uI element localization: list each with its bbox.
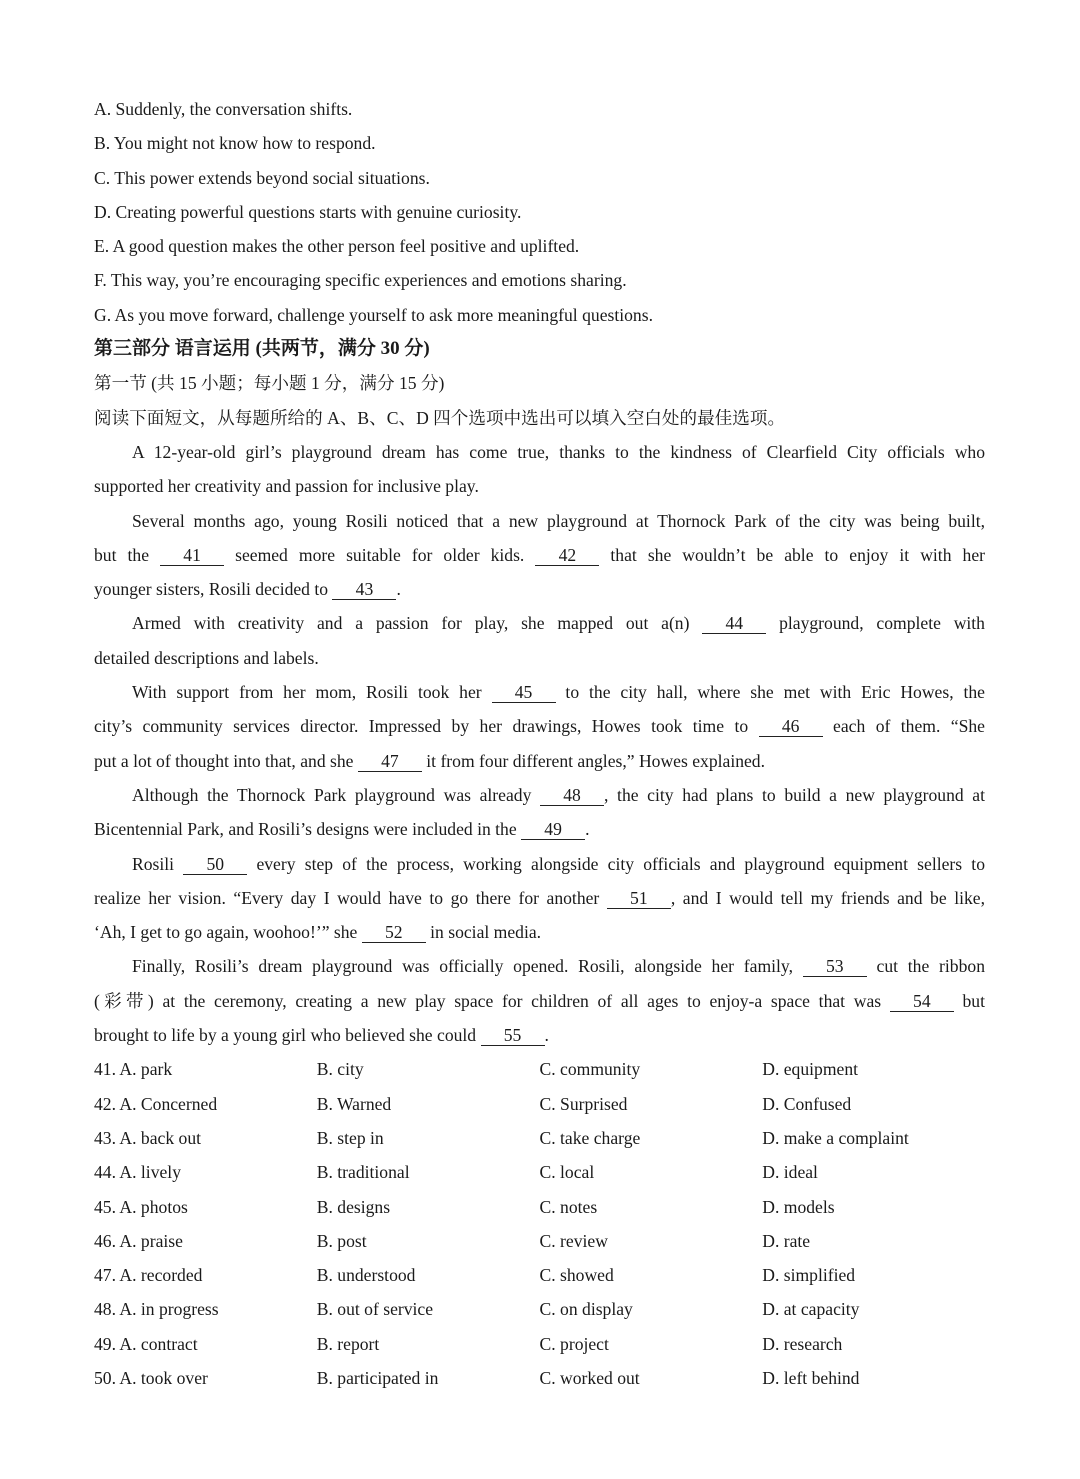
answer-option[interactable]: D. ideal [762, 1162, 818, 1183]
blank-43: 43 [332, 579, 396, 600]
paragraph-line [94, 538, 985, 572]
blank-54: 54 [890, 991, 954, 1012]
exam-page [94, 92, 985, 1395]
answer-option[interactable]: C. showed [539, 1265, 614, 1286]
question-row [94, 1087, 985, 1121]
text-segment: seemed more suitable for older kids. [224, 544, 536, 565]
paragraph-line [94, 435, 985, 469]
text-segment: detailed descriptions and labels. [94, 647, 319, 668]
blank-42: 42 [535, 545, 599, 566]
text-segment: . [544, 1025, 549, 1046]
sentence-option: C. This power extends beyond social situations. [94, 167, 430, 188]
blank-52: 52 [362, 922, 426, 943]
text-segment: it from four different angles,” Howes explained. [421, 750, 766, 771]
question-row [94, 1052, 985, 1086]
blank-53: 53 [803, 956, 867, 977]
answer-option[interactable]: B. out of service [316, 1299, 434, 1320]
sentence-option: G. As you move forward, challenge yourself to ask more meaningful questions. [94, 304, 653, 325]
section-heading: 第一节 (共 15 小题；每小题 1 分，满分 15 分) [94, 373, 445, 394]
sentence-option: B. You might not know how to respond. [94, 133, 376, 154]
answer-option[interactable]: D. equipment [762, 1059, 859, 1080]
text-segment: brought to life by a young girl who believed she could [94, 1025, 481, 1046]
blank-44: 44 [702, 613, 766, 634]
paragraph-line [94, 606, 985, 640]
text-segment: put a lot of thought into that, and she [94, 750, 358, 771]
answer-option[interactable]: C. take charge [539, 1127, 641, 1148]
question-row [94, 1155, 985, 1189]
paragraph-line [94, 915, 985, 949]
blank-46: 46 [759, 716, 823, 737]
answer-option[interactable]: 44. A. lively [94, 1162, 181, 1183]
paragraph [94, 606, 985, 675]
blank-51: 51 [607, 888, 671, 909]
answer-option[interactable]: C. worked out [539, 1367, 640, 1388]
paragraph [94, 435, 985, 504]
blank-41: 41 [160, 545, 224, 566]
text-segment: Although the Thornock Park playground was already [132, 784, 541, 805]
answer-option[interactable]: 46. A. praise [94, 1230, 183, 1251]
answer-option[interactable]: 42. A. Concerned [94, 1093, 218, 1114]
text-segment: each of them. “She [822, 716, 985, 737]
answer-option[interactable]: 45. A. photos [94, 1196, 188, 1217]
part-heading: 第三部分 语言运用 (共两节，满分 30 分) [94, 338, 430, 360]
answer-option[interactable]: B. participated in [316, 1367, 439, 1388]
paragraph-line [94, 1018, 985, 1052]
answer-option[interactable]: C. project [539, 1333, 609, 1354]
answer-option[interactable]: B. post [316, 1230, 367, 1251]
paragraph-line [94, 504, 985, 538]
text-segment: With support from her mom, Rosili took her [132, 682, 492, 703]
answer-option[interactable]: 43. A. back out [94, 1127, 202, 1148]
text-segment: city’s community services director. Impressed by her drawings, Howes took time to [94, 716, 759, 737]
text-segment: , the city had plans to build a new playground at [604, 784, 985, 805]
text-segment: Bicentennial Park, and Rosili’s designs were included in the [94, 819, 522, 840]
text-segment: Finally, Rosili’s dream playground was officially opened. Rosili, alongside her family, [132, 956, 803, 977]
answer-option[interactable]: B. report [316, 1333, 380, 1354]
blank-55: 55 [481, 1025, 545, 1046]
answer-option[interactable]: B. Warned [316, 1093, 392, 1114]
text-segment: that she wouldn’t be able to enjoy it with her [599, 544, 985, 565]
text-segment: Rosili [132, 853, 184, 874]
text-segment: (彩带) at the ceremony, creating a new play space for children of all ages to enjoy-a space that was [94, 990, 890, 1011]
text-segment: playground, complete with [766, 613, 985, 634]
text-segment: but [953, 990, 985, 1011]
answer-option[interactable]: C. local [539, 1162, 595, 1183]
text-segment: supported her creativity and passion for inclusive play. [94, 476, 479, 497]
question-row [94, 1190, 985, 1224]
blank-47: 47 [358, 751, 422, 772]
answer-option[interactable]: B. traditional [316, 1162, 410, 1183]
blank-45: 45 [492, 682, 556, 703]
blank-48: 48 [540, 785, 604, 806]
paragraph-line [94, 847, 985, 881]
paragraph [94, 949, 985, 1052]
instructions: 阅读下面短文，从每题所给的 A、B、C、D 四个选项中选出可以填入空白处的最佳选项。 [94, 407, 786, 428]
text-segment: ‘Ah, I get to go again, woohoo!’” she [94, 922, 362, 943]
text-segment: every step of the process, working alongside city officials and playground equipment sellers to [247, 853, 985, 874]
answer-option[interactable]: D. Confused [762, 1093, 852, 1114]
paragraph-line [94, 812, 985, 846]
text-segment: Several months ago, young Rosili noticed that a new playground at Thornock Park of the city was being built, [132, 510, 985, 531]
text-segment: younger sisters, Rosili decided to [94, 579, 333, 600]
paragraph [94, 675, 985, 778]
answer-option[interactable]: 50. A. took over [94, 1367, 208, 1388]
answer-option[interactable]: 41. A. park [94, 1059, 173, 1080]
paragraph [94, 504, 985, 607]
answer-option[interactable]: D. left behind [762, 1367, 860, 1388]
answer-option[interactable]: B. city [316, 1059, 364, 1080]
answer-option[interactable]: D. models [762, 1196, 835, 1217]
sentence-option: E. A good question makes the other person feel positive and uplifted. [94, 236, 580, 257]
sentence-option: A. Suddenly, the conversation shifts. [94, 99, 353, 119]
question-row [94, 1258, 985, 1292]
question-row [94, 1121, 985, 1155]
text-segment: . [396, 579, 401, 600]
text-segment: cut the ribbon [866, 956, 985, 977]
paragraph-line [94, 572, 985, 606]
text-segment: . [585, 819, 590, 840]
blank-50: 50 [183, 854, 247, 875]
answer-option[interactable]: D. rate [762, 1230, 811, 1251]
answer-option[interactable]: C. community [539, 1059, 641, 1080]
paragraph [94, 778, 985, 847]
answer-option[interactable]: B. understood [316, 1265, 416, 1286]
answer-option[interactable]: C. review [539, 1230, 608, 1251]
question-row [94, 1327, 985, 1361]
answer-option[interactable]: D. simplified [762, 1265, 856, 1286]
text-segment: but the [94, 544, 161, 565]
answer-option[interactable]: D. research [762, 1333, 843, 1354]
paragraph-line [94, 709, 985, 743]
sentence-option: F. This way, you’re encouraging specific experiences and emotions sharing. [94, 270, 627, 291]
answer-option[interactable]: D. at capacity [762, 1299, 860, 1320]
answer-option[interactable]: C. on display [539, 1299, 633, 1320]
paragraph-line [94, 469, 985, 503]
sentence-option: D. Creating powerful questions starts with genuine curiosity. [94, 201, 522, 222]
answer-option[interactable]: 48. A. in progress [94, 1299, 219, 1320]
question-row [94, 1361, 985, 1395]
paragraph-line [94, 949, 985, 983]
paragraph-line [94, 984, 985, 1018]
paragraph-line [94, 744, 985, 778]
sentence-options-list [94, 92, 985, 332]
paragraph-line [94, 881, 985, 915]
text-segment: A 12-year-old girl’s playground dream has come true, thanks to the kindness of Clearfield City officials who [132, 441, 985, 462]
paragraph-line [94, 778, 985, 812]
text-segment: to the city hall, where she met with Eric Howes, the [555, 682, 985, 703]
answer-option[interactable]: B. step in [316, 1127, 384, 1148]
answer-option[interactable]: 49. A. contract [94, 1333, 198, 1354]
paragraph [94, 847, 985, 950]
text-segment: in social media. [425, 922, 542, 943]
answer-option[interactable]: B. designs [316, 1196, 391, 1217]
question-options [94, 1052, 985, 1395]
text-segment: Armed with creativity and a passion for play, she mapped out a(n) [132, 613, 703, 634]
text-segment: , and I would tell my friends and be like, [670, 887, 985, 908]
paragraph-line [94, 641, 985, 675]
answer-option[interactable]: 47. A. recorded [94, 1265, 203, 1286]
question-row [94, 1292, 985, 1326]
paragraph-line [94, 675, 985, 709]
text-segment: realize her vision. “Every day I would have to go there for another [94, 887, 607, 908]
blank-49: 49 [521, 819, 585, 840]
cloze-passage [94, 435, 985, 1052]
answer-option[interactable]: D. make a complaint [762, 1127, 909, 1148]
answer-option[interactable]: C. Surprised [539, 1093, 628, 1114]
answer-option[interactable]: C. notes [539, 1196, 598, 1217]
question-row [94, 1224, 985, 1258]
